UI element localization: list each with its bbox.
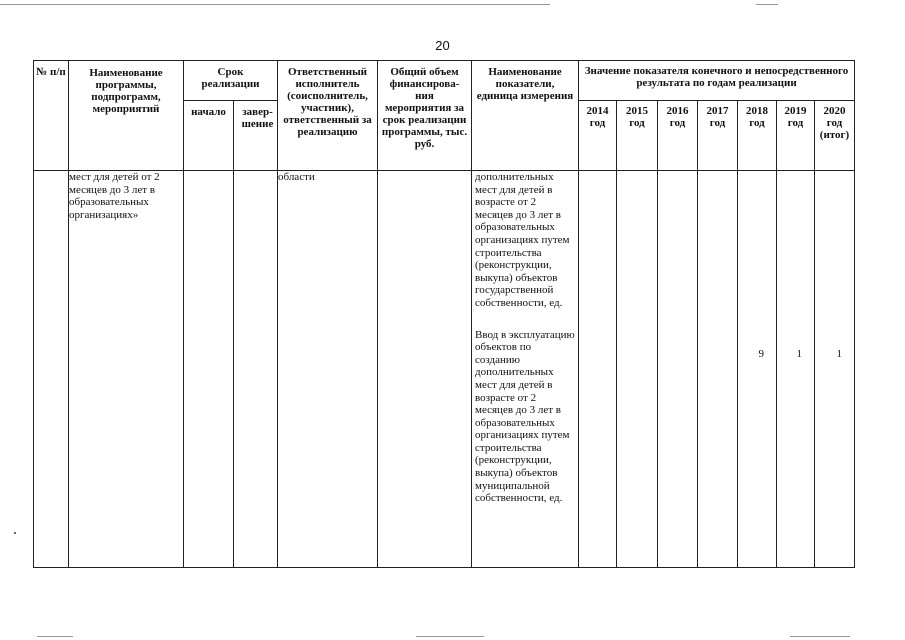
year-2020-label: 2020	[823, 105, 846, 117]
table-row	[34, 171, 855, 568]
year-2017-unit: год	[709, 117, 726, 129]
year-2015-unit: год	[629, 117, 645, 129]
scan-top-line-left	[0, 4, 550, 5]
year-2014-label: 2014	[586, 105, 609, 117]
cell-value-2015	[617, 171, 658, 568]
header-year-2017	[698, 101, 738, 171]
year-2016-label: 2016	[666, 105, 689, 117]
cell-executor: области	[278, 171, 378, 568]
header-indicator: Наименование показатели, единица измерения	[472, 61, 579, 171]
indicator-spacer	[475, 310, 576, 329]
header-period-start: начало	[184, 101, 234, 171]
year-2019-label: 2019	[784, 105, 807, 117]
value-2019: 1	[796, 348, 802, 360]
cell-value-2018	[738, 171, 777, 568]
scan-bottom-line-right	[790, 636, 850, 637]
cell-value-2020	[815, 171, 855, 568]
cell-name: мест для детей от 2 месяцев до 3 лет в образовательных организациях»	[69, 171, 184, 568]
cell-start	[184, 171, 234, 568]
header-num: № п/п	[34, 61, 69, 171]
scan-top-line-right	[756, 4, 778, 5]
year-2016-unit: год	[669, 117, 686, 129]
indicator-text-2: Ввод в эксплуатацию объектов по созданию дополнительных мест для детей в возрасте от 2 месяцев до 3 лет в образовательных организациях путем строительства (реконструкции, выкупа) объектов муниципальной собственности, ед.	[475, 328, 575, 505]
header-funding: Общий объем финансирова-ния мероприятия за срок реализации программы, тыс. руб.	[378, 61, 472, 171]
scan-speck	[14, 532, 16, 534]
cell-funding	[378, 171, 472, 568]
header-year-2014	[579, 101, 617, 171]
header-year-2019	[777, 101, 815, 171]
scan-bottom-line-left	[37, 636, 73, 637]
value-2020: 1	[836, 348, 842, 360]
cell-value-2016	[658, 171, 698, 568]
header-year-2018	[738, 101, 777, 171]
cell-end	[234, 171, 278, 568]
value-2018: 9	[758, 348, 764, 360]
cell-num	[34, 171, 69, 568]
scan-bottom-line-mid	[416, 636, 484, 637]
page-number: 20	[435, 38, 450, 53]
table-header	[34, 61, 855, 171]
header-year-2015	[617, 101, 658, 171]
year-2014-unit: год	[589, 117, 606, 129]
cell-value-2017	[698, 171, 738, 568]
header-year-2016	[658, 101, 698, 171]
header-period-end: завер-шение	[234, 101, 278, 171]
year-2018-label: 2018	[746, 105, 768, 117]
year-2019-unit: год	[787, 117, 804, 129]
header-name: Наименование программы, подпрограмм, мероприятий	[69, 61, 184, 171]
header-values-group: Значение показателя конечного и непосредственного результата по годам реализации	[579, 61, 855, 101]
cell-value-2019	[777, 171, 815, 568]
year-2018-unit: год	[749, 117, 765, 129]
cell-indicator	[472, 171, 579, 568]
indicator-text-1: дополнительных мест для детей в возрасте от 2 месяцев до 3 лет в образовательных организациях путем строительства (реконструкции, выкупа) объектов государственной собственности, ед.	[475, 171, 570, 309]
year-2017-label: 2017	[706, 105, 729, 117]
cell-value-2014	[579, 171, 617, 568]
year-2015-label: 2015	[626, 105, 648, 117]
header-year-2020	[815, 101, 855, 171]
year-2020-unit: год (итог)	[819, 117, 850, 141]
results-table	[33, 60, 855, 568]
header-executor: Ответственный исполнитель (соисполнитель, участник), ответственный за реализацию	[278, 61, 378, 171]
header-period: Срок реализации	[184, 61, 278, 101]
